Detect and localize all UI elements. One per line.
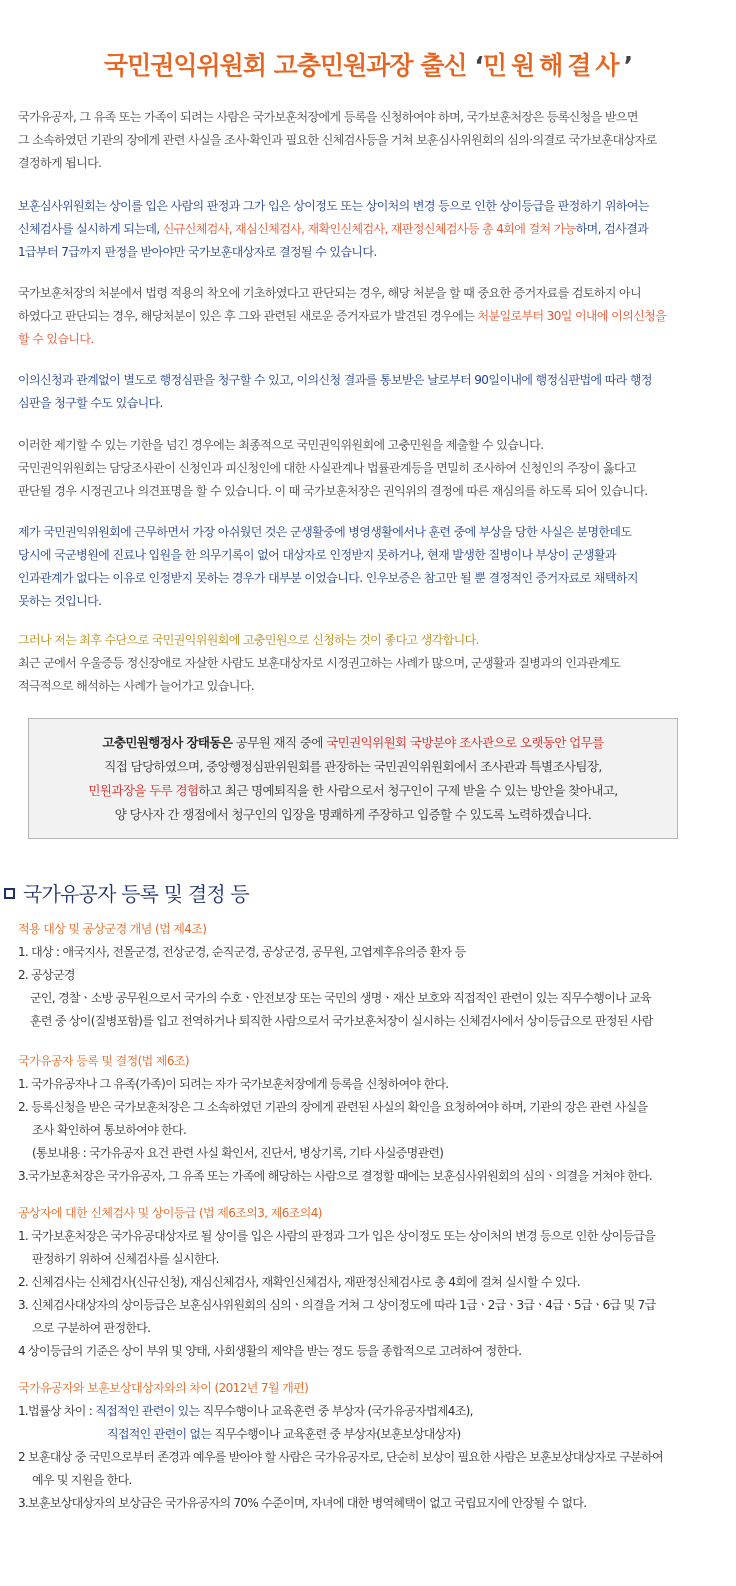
section-block-1 bbox=[18, 918, 718, 1033]
box-line-1 bbox=[29, 731, 677, 755]
box-line-2: 직접 담당하였으며, 중앙행정심판위원회를 관장하는 국민권익위원회에서 조사관과 특별조사팀장, bbox=[104, 759, 602, 774]
box-line-4: 양 당사자 간 쟁점에서 청구인의 입장을 명쾌하게 주장하고 입증할 수 있도록 노력하겠습니다. bbox=[114, 807, 592, 822]
section-heading bbox=[4, 878, 249, 907]
section-block-2 bbox=[18, 1050, 718, 1188]
s2-item-2: 2. 등록신청을 받은 국가보훈처장은 그 소속하였던 기관의 장에게 관련된 사실의 확인을 요청하여야 하며, 기관의 장은 관련 사실을 bbox=[18, 1100, 648, 1114]
profile-box bbox=[28, 718, 678, 839]
section-heading-text: 국가유공자 등록 및 결정 등 bbox=[23, 882, 249, 906]
p3-line-2 bbox=[18, 305, 666, 328]
s2-title: 국가유공자 등록 및 결정(법 제6조) bbox=[18, 1054, 189, 1068]
p2-line-2b: 신규신체검사, 재심신체검사, 재확인신체검사, 재판정신체검사등 총 4회에 걸쳐 가능 bbox=[162, 222, 576, 236]
s2-item-3: 조사 확인하여 통보하여야 한다. bbox=[32, 1123, 187, 1137]
square-bullet-icon bbox=[4, 888, 15, 899]
title-sub: 민원해결사 bbox=[482, 51, 624, 80]
box-line-3b: 하고 최근 명예퇴직을 한 사람으로서 청구인이 구제 받을 수 있는 방안을 찾아내고, bbox=[198, 783, 618, 798]
title-quote-open: ‘ bbox=[474, 51, 483, 80]
s1-item-2: 2. 공상군경 bbox=[18, 968, 75, 982]
p5-line-2: 국민권익위원회는 담당조사관이 신청인과 피신청인에 대한 사실관계나 법률관계등을 면밀히 조사하여 신청인의 주장이 옳다고 bbox=[18, 461, 636, 475]
s1-item-3: 군인, 경찰ㆍ소방 공무원으로서 국가의 수호ㆍ안전보장 또는 국민의 생명ㆍ재산 보호와 직접적인 관련이 있는 직무수행이나 교육 bbox=[30, 991, 651, 1005]
s4-item-1b: 직접적인 관련이 있는 bbox=[95, 1404, 200, 1418]
s4-item-1 bbox=[18, 1400, 718, 1423]
section-block-3 bbox=[18, 1202, 718, 1363]
s3-item-3: 2. 신체검사는 신체검사(신규신청), 재심신체검사, 재확인신체검사, 재판정신체검사로 총 4회에 걸쳐 실시할 수 있다. bbox=[18, 1275, 580, 1289]
s1-item-4: 훈련 중 상이(질병포함)를 입고 전역하거나 퇴직한 사람으로서 국가보훈처장이 실시하는 신체검사에서 상이등급으로 판정된 사람 bbox=[30, 1014, 653, 1028]
p5-line-1: 이러한 제기할 수 있는 기한을 넘긴 경우에는 최종적으로 국민권익위원회에 고충민원을 제출할 수 있습니다. bbox=[18, 438, 544, 452]
box-line-1b: 공무원 재직 중에 bbox=[232, 735, 327, 750]
intro-paragraph-6 bbox=[18, 521, 638, 613]
p2-line-2a: 신체검사를 실시하게 되는데, bbox=[18, 222, 163, 236]
intro-paragraph-1 bbox=[18, 106, 657, 175]
s4-item-3: 2 보훈대상 중 국민으로부터 존경과 예우를 받아야 할 사람은 국가유공자로, 단순히 보상이 필요한 사람은 보훈보상대상자로 구분하여 bbox=[18, 1450, 663, 1464]
p7-line-1: 그러나 저는 최후 수단으로 국민권익위원회에 고충민원으로 신청하는 것이 좋다고 생각합니다. bbox=[18, 633, 479, 647]
p1-line-2: 그 소속하였던 기관의 장에게 관련 사실을 조사·확인과 필요한 신체검사등을 거쳐 보훈심사위원회의 심의·의결로 국가보훈대상자로 bbox=[18, 133, 657, 147]
s4-item-2 bbox=[18, 1423, 718, 1446]
intro-paragraph-2 bbox=[18, 195, 649, 264]
s3-title: 공상자에 대한 신체검사 및 상이등급 (법 제6조의3, 제6조의4) bbox=[18, 1206, 322, 1220]
title-quote-close: ’ bbox=[623, 51, 633, 80]
p2-line-1: 보훈심사위원회는 상이를 입은 사람의 판정과 그가 입은 상이정도 또는 상이처의 변경 등으로 인한 상이등급을 판정하기 위하여는 bbox=[18, 199, 649, 213]
s3-item-5: 으로 구분하여 판정한다. bbox=[32, 1321, 151, 1335]
s4-item-1c: 직무수행이나 교육훈련 중 부상자 (국가유공자법제4조), bbox=[199, 1404, 473, 1418]
p3-line-2b: 처분일로부터 30일 이내에 이의신청을 bbox=[477, 309, 667, 323]
p3-line-1: 국가보훈처장의 처분에서 법령 적용의 착오에 기초하였다고 판단되는 경우, 해당 처분을 할 때 중요한 증거자료를 검토하지 아니 bbox=[18, 286, 642, 300]
intro-paragraph-4 bbox=[18, 369, 652, 415]
s4-item-2b: 직접적인 관련이 없는 bbox=[107, 1427, 212, 1441]
p5-line-3: 판단될 경우 시정권고나 의견표명을 할 수 있습니다. 이 때 국가보훈처장은 권익위의 결정에 따른 재심의를 하도록 되어 있습니다. bbox=[18, 484, 648, 498]
box-line-3a: 민원과장을 두루 경험 bbox=[88, 783, 199, 798]
s4-item-5: 3.보훈보상대상자의 보상금은 국가유공자의 70% 수준이며, 자녀에 대한 병역혜택이 없고 국립묘지에 안장될 수 없다. bbox=[18, 1496, 587, 1510]
page-title bbox=[18, 0, 718, 88]
p2-line-2c: 하며, 검사결과 bbox=[575, 222, 649, 236]
p1-line-1: 국가유공자, 그 유족 또는 가족이 되려는 사람은 국가보훈처장에게 등록을 신청하여야 하며, 국가보훈처장은 등록신청을 받으면 bbox=[18, 110, 638, 124]
p7-line-3: 적극적으로 해석하는 사례가 늘어가고 있습니다. bbox=[18, 679, 254, 693]
section-block-4 bbox=[18, 1377, 718, 1515]
p6-line-4: 못하는 것입니다. bbox=[18, 594, 102, 608]
p3-line-3: 할 수 있습니다. bbox=[18, 332, 94, 346]
s4-item-1a: 1.법률상 차이 : bbox=[18, 1404, 96, 1418]
p7-line-2: 최근 군에서 우울증등 정신장애로 자살한 사람도 보훈대상자로 시정권고하는 사례가 많으며, 군생활과 질병과의 인과관계도 bbox=[18, 656, 621, 670]
p1-line-3: 결정하게 됩니다. bbox=[18, 156, 102, 170]
s2-item-1: 1. 국가유공자나 그 유족(가족)이 되려는 자가 국가보훈처장에게 등록을 신청하여야 한다. bbox=[18, 1077, 449, 1091]
p4-line-2: 심판을 청구할 수도 있습니다. bbox=[18, 396, 163, 410]
s3-item-1: 1. 국가보훈처장은 국가유공대상자로 될 상이를 입은 사람의 판정과 그가 입은 상이정도 또는 상이처의 변경 등으로 인한 상이등급을 bbox=[18, 1229, 656, 1243]
intro-paragraph-5 bbox=[18, 434, 647, 503]
box-line-3 bbox=[29, 779, 677, 803]
s4-title: 국가유공자와 보훈보상대상자와의 차이 (2012년 7월 개편) bbox=[18, 1381, 309, 1395]
intro-paragraph-7 bbox=[18, 629, 620, 698]
s2-item-4: (통보내용 : 국가유공자 요건 관련 사실 확인서, 진단서, 병상기록, 기타 사실증명관련) bbox=[32, 1146, 444, 1160]
s3-item-4: 3. 신체검사대상자의 상이등급은 보훈심사위원회의 심의ㆍ의결을 거쳐 그 상이정도에 따라 1급ㆍ2급ㆍ3급ㆍ4급ㆍ5급ㆍ6급 및 7급 bbox=[18, 1298, 656, 1312]
s1-title: 적용 대상 및 공상군경 개념 (법 제4조) bbox=[18, 922, 207, 936]
s3-item-2: 판정하기 위하여 신체검사를 실시한다. bbox=[32, 1252, 219, 1266]
p4-line-1: 이의신청과 관계없이 별도로 행정심판을 청구할 수 있고, 이의신청 결과를 통보받은 날로부터 90일이내에 행정심판법에 따라 행정 bbox=[18, 373, 652, 387]
p2-line-3: 1급부터 7급까지 판정을 받아야만 국가보훈대상자로 결정될 수 있습니다. bbox=[18, 245, 377, 259]
s3-item-6: 4 상이등급의 기준은 상이 부위 및 양태, 사회생활의 제약을 받는 정도 등을 종합적으로 고려하여 정한다. bbox=[18, 1344, 522, 1358]
s2-item-5: 3.국가보훈처장은 국가유공자, 그 유족 또는 가족에 해당하는 사람으로 결정할 때에는 보훈심사위원회의 심의ㆍ의결을 거쳐야 한다. bbox=[18, 1169, 653, 1183]
intro-paragraph-3 bbox=[18, 282, 666, 351]
box-line-1c: 국민권익위원회 국방분야 조사관으로 오랫동안 업무를 bbox=[326, 735, 604, 750]
p2-line-2 bbox=[18, 218, 649, 241]
p3-line-2a: 하였다고 판단되는 경우, 해당처분이 있은 후 그와 관련된 새로운 증거자료가 발견된 경우에는 bbox=[18, 309, 478, 323]
p6-line-3: 인과관계가 없다는 이유로 인정받지 못하는 경우가 대부분 이었습니다. 인우보증은 참고만 될 뿐 결정적인 증거자료로 채택하지 bbox=[18, 571, 638, 585]
box-line-1a: 고충민원행정사 장태동은 bbox=[102, 735, 233, 750]
title-main: 국민권익위원회 고충민원과장 출신 bbox=[103, 51, 467, 80]
s4-item-4: 예우 및 지원을 한다. bbox=[32, 1473, 132, 1487]
s1-item-1: 1. 대상 : 애국지사, 전몰군경, 전상군경, 순직군경, 공상군경, 공무원, 고엽제후유의증 환자 등 bbox=[18, 945, 466, 959]
p6-line-2: 당시에 국군병원에 진료나 입원을 한 의무기록이 없어 대상자로 인정받지 못하거나, 현재 발생한 질병이나 부상이 군생활과 bbox=[18, 548, 616, 562]
p6-line-1: 제가 국민권익위원회에 근무하면서 가장 아쉬웠던 것은 군생활중에 병영생활에서나 훈련 중에 부상을 당한 사실은 분명한데도 bbox=[18, 525, 632, 539]
s4-item-2c: 직무수행이나 교육훈련 중 부상자(보훈보상대상자) bbox=[211, 1427, 461, 1441]
